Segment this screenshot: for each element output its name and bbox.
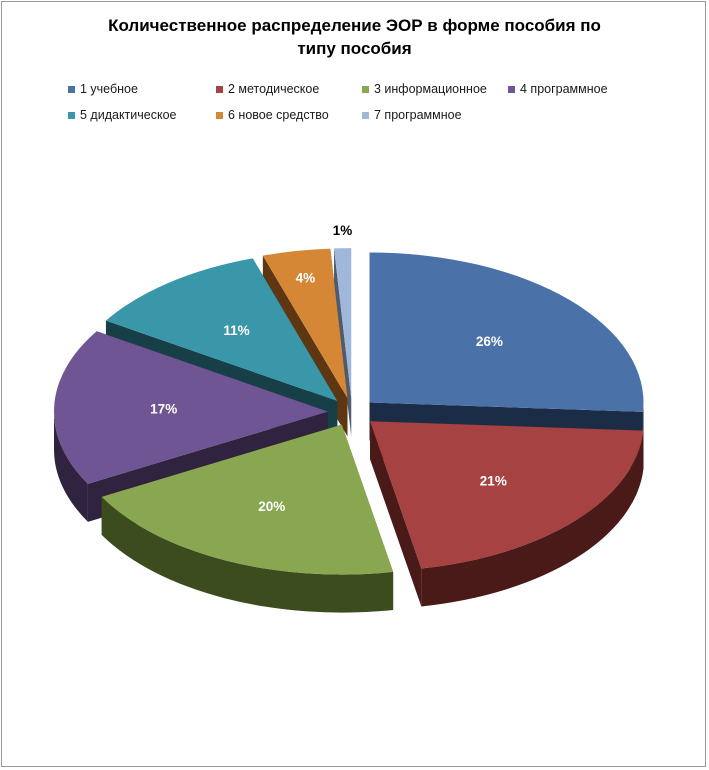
chart-title-line-2: типу пособия bbox=[297, 39, 412, 58]
slice-2-label: 21% bbox=[479, 473, 507, 489]
legend-label-6: 6 новое средство bbox=[228, 108, 329, 122]
legend-label-5: 5 дидактическое bbox=[80, 108, 177, 122]
slice-1-top bbox=[369, 252, 643, 411]
slice-3-label: 20% bbox=[258, 499, 286, 515]
slice-1-label: 26% bbox=[475, 333, 503, 349]
legend-label-7: 7 программное bbox=[374, 108, 462, 122]
legend-label-4: 4 программное bbox=[520, 82, 608, 96]
legend-label-1: 1 учебное bbox=[80, 82, 138, 96]
slice-4-label: 17% bbox=[150, 401, 178, 417]
slice-5-label: 11% bbox=[223, 322, 250, 338]
legend-label-2: 2 методическое bbox=[228, 82, 320, 96]
chart-title-line-1: Количественное распределение ЭОР в форме пособия по bbox=[108, 16, 601, 35]
slice-6-label: 4% bbox=[295, 270, 316, 286]
slice-7-label: 1% bbox=[332, 223, 353, 239]
legend-label-3: 3 информационное bbox=[374, 82, 487, 96]
